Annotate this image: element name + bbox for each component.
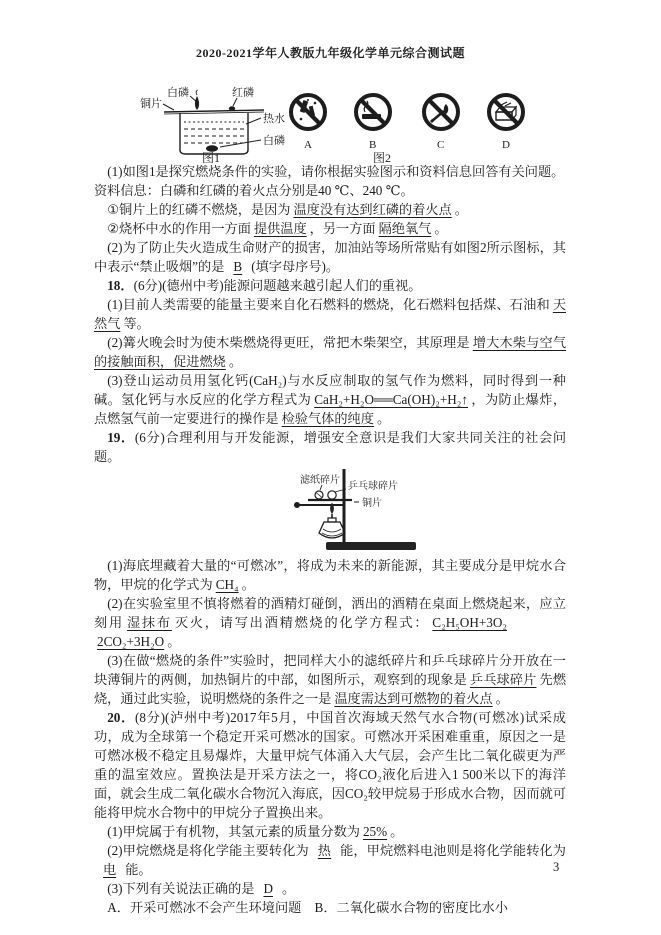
fig3-label-copper: 铜片 (362, 498, 382, 509)
text-run: 。 (376, 411, 391, 426)
answer-blank: D (263, 881, 273, 896)
paragraph-q20-options (94, 898, 566, 917)
answer-blank chemical-equation: 2CO₂+3H₂O (97, 634, 165, 649)
red-phosphorus-dot (229, 106, 235, 110)
fig1-label-red-p: 红磷 (232, 87, 254, 99)
fig3-label-filter-paper: 滤纸碎片 (300, 475, 340, 486)
text-run: ②烧杯中水的作用一方面 (107, 221, 251, 236)
paragraph-q19-3 (94, 651, 566, 708)
fig1-label-white-p-bottom: 白磷 (263, 135, 285, 147)
text-run: (填字母序号)。 (251, 259, 340, 274)
text-run: 灭火，请写出酒精燃烧的化学方程式： (174, 615, 430, 630)
paragraph-q17-1a (94, 200, 566, 219)
answer-blank: 25% (362, 824, 388, 839)
answer-blank: 温度没有达到红磷的着火点 (293, 202, 452, 217)
text-run: ，另一方面 (309, 221, 376, 236)
answer-blank: 检验气体的纯度 (281, 411, 374, 426)
paragraph-q18-1 (94, 295, 566, 333)
paragraph-q18-3 (94, 371, 566, 428)
text-run: (2)在实验室里不慎将燃着的酒精灯碰倒，洒出的酒精在桌面上燃烧起来，应立刻用 (94, 596, 566, 630)
figure3-container (94, 466, 566, 556)
text-run: (6分)(德州中考)能源问题越来越引起人们的重视。 (133, 278, 422, 293)
question-number: 19． (107, 430, 135, 445)
text-run: (3)在做“燃烧的条件”实验时，把同样大小的滤纸碎片和乒乓球碎片分开放在一块薄铜片的两侧，加热铜片的中部，如图所示，观察到的现象是 (94, 653, 566, 687)
text-run: 。 (228, 354, 243, 369)
text-run: 资料信息：白磷和红磷的着火点分别是40 ℃、240 ℃。 (94, 183, 414, 198)
question-number: 20． (107, 710, 135, 725)
paragraph-q19-2 (94, 594, 566, 651)
text-run: 。 (281, 881, 296, 896)
clamp-bolt (294, 502, 300, 508)
text-run: (2)篝火晚会时为使木柴燃烧得更旺，常把木柴架空，其原理是 (107, 335, 470, 350)
paragraph-q20-3 (94, 879, 566, 898)
paragraph-q20-head (94, 708, 566, 822)
answer-blank: 乒乓球碎片 (469, 672, 537, 687)
fig1-label-white-p-top: 白磷 (167, 87, 189, 99)
paragraph-q19-1 (94, 556, 566, 594)
no-fire-sources-icon (489, 95, 523, 129)
text-run: (1)如图1是探究燃烧条件的实验，请你根据实验图示和资料信息回答有关问题。 (107, 164, 565, 179)
answer-blank chemical-equation: CaH₂+H₂O══Ca(OH)₂+H₂↑ (314, 392, 468, 407)
document-body (94, 162, 566, 917)
answer-blank: 天然气 (94, 297, 566, 331)
text-run: (3)下列有关说法正确的是 (107, 881, 255, 896)
paragraph-q18-2 (94, 333, 566, 371)
figure3-iron-stand-experiment (288, 469, 458, 553)
no-open-flame-icon (424, 95, 458, 129)
answer-blank: 热 (317, 843, 332, 858)
text-run: (2)为了防止失火造成生命财产的损害，加油站等场所常贴有如图2所示图标，其中表示“禁止吸烟”的是 (94, 240, 566, 274)
answer-blank: 增大木柴与空气的接触面积，促进燃烧 (94, 335, 567, 369)
answer-blank: CH₄ (215, 577, 239, 592)
stand-base (326, 542, 416, 550)
text-run: 。 (241, 577, 255, 592)
text-run: 。 (495, 691, 509, 706)
paragraph-q17-2 (94, 238, 566, 276)
fig2-caption: 图2 (373, 151, 392, 164)
paragraph-q20-2 (94, 841, 566, 879)
figure1-burning-experiment-diagram (140, 84, 290, 164)
page-number: 3 (553, 860, 560, 874)
answer-blank: 电 (103, 862, 117, 877)
text-run: 。 (167, 634, 181, 649)
pingpong-piece (328, 491, 336, 499)
answer-blank: 湿抹布 (126, 615, 172, 630)
text-run: 先燃烧，通过此实验，说明燃烧的条件之一是 (94, 672, 567, 706)
page-title: 2020-2021学年人教版九年级化学单元综合测试题 (196, 46, 465, 60)
fig2-sign-label-b: B (369, 139, 377, 151)
question-number: 18． (107, 278, 134, 293)
answer-blank chemical-equation: C₂H₅OH+3O₂ (432, 615, 508, 630)
answer-blank: 隔绝氧气 (378, 221, 432, 236)
fig2-sign-label-c: C (437, 139, 445, 151)
paragraph-q19-head (94, 428, 566, 466)
text-run: (3)登山运动员用氢化钙(CaH₂)与水反应制取的氢气作为燃料，同时得到一种碱。氢化钙与水反应的化学方程式为 (94, 373, 566, 407)
fig1-label-copper: 铜片 (140, 98, 162, 110)
text-run: (1)甲烷属于有机物，其氢元素的质量分数为 (107, 824, 360, 839)
answer-blank: B (233, 259, 243, 274)
fig1-caption: 图1 (202, 151, 221, 164)
fig2-sign-label-a: A (304, 139, 312, 151)
fig2-sign-label-d: D (502, 139, 510, 151)
text-run: A．开采可燃冰不会产生环境问题 B．二氧化碳水合物的密度比水小 (107, 900, 508, 915)
text-run: (1)目前人类需要的能量主要来自化石燃料的燃烧，化石燃料包括煤、石油和 (107, 297, 550, 312)
text-run: 能，甲烷燃料电池则是将化学能转化为 (340, 843, 566, 858)
paragraph-q17-1 (94, 162, 566, 181)
text-run: 等。 (123, 316, 150, 331)
fig1-label-hot-water: 热水 (263, 113, 285, 125)
text-run: ①铜片上的红磷不燃烧，是因为 (107, 202, 291, 217)
figure2-prohibition-signs (285, 92, 530, 164)
text-run: (6分)合理利用与开发能源，增强安全意识是我们大家共同关注的社会问题。 (94, 430, 567, 464)
text-run: (1)海底埋藏着大量的“可燃冰”，将成为未来的新能源，其主要成分是甲烷水合物，甲烷的化学式为 (94, 558, 566, 592)
paragraph-q17-1b (94, 219, 566, 238)
no-smoking-icon (356, 95, 390, 129)
answer-blank: 温度需达到可燃物的着火点 (334, 691, 493, 706)
text-run: ，为防止爆炸，点燃氢气前一定要进行的操作是 (94, 392, 567, 426)
text-run: 。 (434, 221, 448, 236)
no-fireworks-icon (291, 95, 325, 129)
text-run: (2)甲烷燃烧是将化学能主要转化为 (107, 843, 309, 858)
text-run: (8分)(泸州中考)2017年5月，中国首次海域天然气水合物(可燃冰)试采成功，成为全球第一个稳定开采可燃冰的国家。可燃冰开采困难重重，原因之一是可燃冰极不稳定且易爆炸，大量甲烷气体涌入大气层，会产生比二氧化碳更为严重的温室效应。置换法是开采方法之一，将CO₂液化后进入1 500米以下的海洋面，就会生成二氧化碳水合物沉入海底，因CO₂较甲烷易于形成水合物，因而就可能将甲烷水合物中的甲烷分子置换出来。 (94, 710, 566, 820)
paragraph-q20-1 (94, 822, 566, 841)
fig3-label-pingpong: 乒乓球碎片 (348, 481, 398, 492)
flame-icon (195, 96, 199, 110)
text-run: 。 (390, 824, 404, 839)
text-run: 能。 (125, 862, 152, 877)
answer-blank: 提供温度 (253, 221, 307, 236)
text-run: 。 (454, 202, 468, 217)
paragraph-q17-info (94, 181, 566, 200)
paragraph-q18-head (94, 276, 566, 295)
